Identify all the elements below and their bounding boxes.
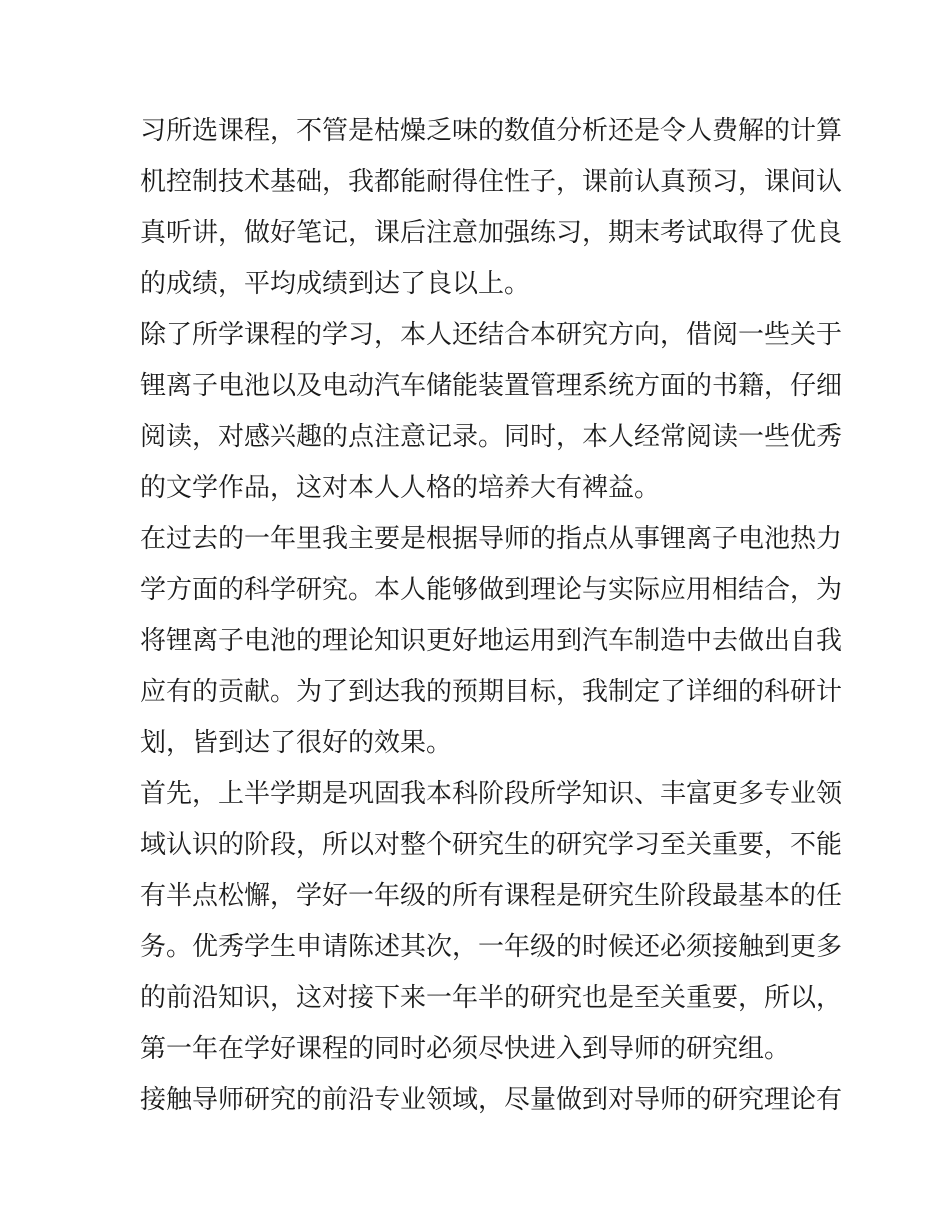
- text-line: 的文学作品，这对本人人格的培养大有裨益。: [140, 473, 661, 503]
- document-body: [140, 106, 843, 1126]
- text-line: 应有的贡献。为了到达我的预期目标，我制定了详细的科研计: [140, 677, 843, 707]
- text-line: 真听讲，做好笔记，课后注意加强练习，期末考试取得了优良: [140, 218, 843, 248]
- text-line: 务。优秀学生申请陈述其次，一年级的时候还必须接触到更多: [140, 932, 843, 962]
- text-line: 第一年在学好课程的同时必须尽快进入到导师的研究组。: [140, 1034, 791, 1064]
- text-line: 接触导师研究的前沿专业领域，尽量做到对导师的研究理论有: [140, 1085, 843, 1115]
- text-line: 阅读，对感兴趣的点注意记录。同时，本人经常阅读一些优秀: [140, 422, 843, 452]
- text-line: 习所选课程，不管是枯燥乏味的数值分析还是令人费解的计算: [140, 116, 843, 146]
- text-line: 锂离子电池以及电动汽车储能装置管理系统方面的书籍，仔细: [140, 371, 843, 401]
- text-line: 首先，上半学期是巩固我本科阶段所学知识、丰富更多专业领: [140, 779, 843, 809]
- text-line: 学方面的科学研究。本人能够做到理论与实际应用相结合，为: [140, 575, 843, 605]
- text-line: 将锂离子电池的理论知识更好地运用到汽车制造中去做出自我: [140, 626, 843, 656]
- text-line: 的成绩，平均成绩到达了良以上。: [140, 269, 531, 299]
- text-line: 的前沿知识，这对接下来一年半的研究也是至关重要，所以，: [140, 983, 843, 1013]
- text-line: 除了所学课程的学习，本人还结合本研究方向，借阅一些关于: [140, 320, 843, 350]
- text-line: 域认识的阶段，所以对整个研究生的研究学习至关重要，不能: [140, 830, 843, 860]
- text-line: 划，皆到达了很好的效果。: [140, 728, 453, 758]
- text-line: 有半点松懈，学好一年级的所有课程是研究生阶段最基本的任: [140, 881, 843, 911]
- text-line: 在过去的一年里我主要是根据导师的指点从事锂离子电池热力: [140, 524, 843, 554]
- text-line: 机控制技术基础，我都能耐得住性子，课前认真预习，课间认: [140, 167, 843, 197]
